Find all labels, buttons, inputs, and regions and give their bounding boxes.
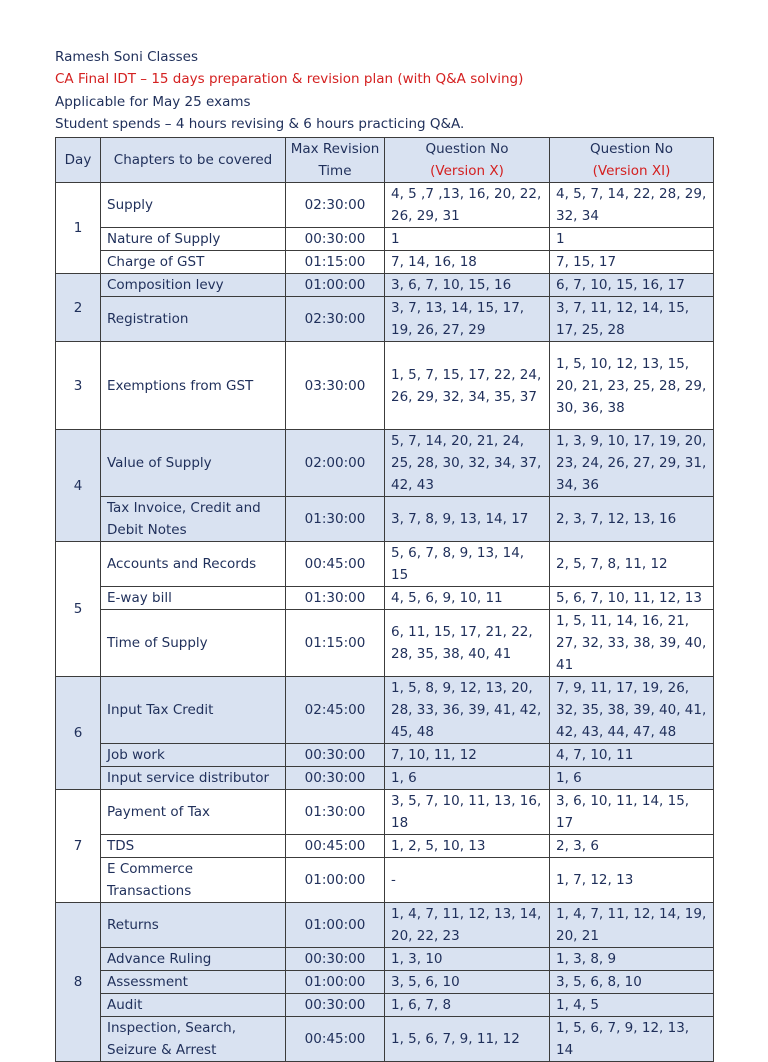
chapter-name: Inspection, Search, Seizure & Arrest xyxy=(101,1017,286,1062)
max-revision-time: 03:30:00 xyxy=(286,342,385,430)
table-row xyxy=(56,971,714,994)
day-number: 4 xyxy=(56,430,101,542)
question-numbers-version-xi: 5, 6, 7, 10, 11, 12, 13 xyxy=(550,587,714,610)
table-row xyxy=(56,744,714,767)
max-revision-time: 00:30:00 xyxy=(286,948,385,971)
table-row xyxy=(56,858,714,903)
table-row xyxy=(56,790,714,835)
max-revision-time: 02:00:00 xyxy=(286,430,385,497)
table-row xyxy=(56,297,714,342)
header-day: Day xyxy=(56,138,101,183)
max-revision-time: 01:00:00 xyxy=(286,971,385,994)
question-numbers-version-xi: 1, 5, 10, 12, 13, 15, 20, 21, 23, 25, 28, 29, 30, 36, 38 xyxy=(550,342,714,430)
table-row xyxy=(56,677,714,744)
max-revision-time: 01:15:00 xyxy=(286,610,385,677)
day-number: 8 xyxy=(56,903,101,1062)
header-question-version-x: Question No (Version X) xyxy=(385,138,550,183)
question-numbers-version-xi: 3, 7, 11, 12, 14, 15, 17, 25, 28 xyxy=(550,297,714,342)
chapter-name: Composition levy xyxy=(101,274,286,297)
table-row xyxy=(56,994,714,1017)
question-numbers-version-xi: 7, 15, 17 xyxy=(550,251,714,274)
table-row xyxy=(56,767,714,790)
day-number: 2 xyxy=(56,274,101,342)
table-row xyxy=(56,542,714,587)
question-numbers-version-xi: 2, 3, 7, 12, 13, 16 xyxy=(550,497,714,542)
chapter-name: Time of Supply xyxy=(101,610,286,677)
table-row xyxy=(56,835,714,858)
question-numbers-version-xi: 1, 6 xyxy=(550,767,714,790)
applicability-note: Applicable for May 25 exams xyxy=(55,93,251,110)
question-numbers-version-x: 7, 10, 11, 12 xyxy=(385,744,550,767)
question-numbers-version-xi: 1, 3, 8, 9 xyxy=(550,948,714,971)
chapter-name: Tax Invoice, Credit and Debit Notes xyxy=(101,497,286,542)
document-header xyxy=(55,46,523,136)
question-numbers-version-x: 1, 5, 8, 9, 12, 13, 20, 28, 33, 36, 39, 41, 42, 45, 48 xyxy=(385,677,550,744)
question-numbers-version-x: 4, 5, 6, 9, 10, 11 xyxy=(385,587,550,610)
table-row xyxy=(56,430,714,497)
chapter-name: Job work xyxy=(101,744,286,767)
max-revision-time: 01:00:00 xyxy=(286,858,385,903)
max-revision-time: 01:30:00 xyxy=(286,587,385,610)
question-numbers-version-xi: 1, 5, 11, 14, 16, 21, 27, 32, 33, 38, 39, 40, 41 xyxy=(550,610,714,677)
table-row xyxy=(56,610,714,677)
chapter-name: Charge of GST xyxy=(101,251,286,274)
question-numbers-version-x: 6, 11, 15, 17, 21, 22, 28, 35, 38, 40, 41 xyxy=(385,610,550,677)
question-numbers-version-x: 5, 7, 14, 20, 21, 24, 25, 28, 30, 32, 34, 37, 42, 43 xyxy=(385,430,550,497)
study-hours-note: Student spends – 4 hours revising & 6 hours practicing Q&A. xyxy=(55,116,465,133)
question-numbers-version-x: 1, 5, 7, 15, 17, 22, 24, 26, 29, 32, 34, 35, 37 xyxy=(385,342,550,430)
chapter-name: TDS xyxy=(101,835,286,858)
header-question-version-xi: Question No (Version XI) xyxy=(550,138,714,183)
chapter-name: Input service distributor xyxy=(101,767,286,790)
day-number: 6 xyxy=(56,677,101,790)
table-row xyxy=(56,228,714,251)
max-revision-time: 01:00:00 xyxy=(286,274,385,297)
question-numbers-version-xi: 3, 6, 10, 11, 14, 15, 17 xyxy=(550,790,714,835)
max-revision-time: 00:30:00 xyxy=(286,994,385,1017)
header-max-revision-time: Max Revision Time xyxy=(286,138,385,183)
question-numbers-version-x: 7, 14, 16, 18 xyxy=(385,251,550,274)
question-numbers-version-x: 3, 6, 7, 10, 15, 16 xyxy=(385,274,550,297)
question-numbers-version-xi: 2, 5, 7, 8, 11, 12 xyxy=(550,542,714,587)
max-revision-time: 01:15:00 xyxy=(286,251,385,274)
max-revision-time: 00:30:00 xyxy=(286,744,385,767)
max-revision-time: 02:30:00 xyxy=(286,297,385,342)
table-header-row xyxy=(56,138,714,183)
table-body xyxy=(56,183,714,1062)
chapter-name: E Commerce Transactions xyxy=(101,858,286,903)
chapter-name: Input Tax Credit xyxy=(101,677,286,744)
chapter-name: Advance Ruling xyxy=(101,948,286,971)
chapter-name: Payment of Tax xyxy=(101,790,286,835)
institute-name: Ramesh Soni Classes xyxy=(55,49,198,65)
question-numbers-version-xi: 1, 3, 9, 10, 17, 19, 20, 23, 24, 26, 27, 29, 31, 34, 36 xyxy=(550,430,714,497)
question-numbers-version-x: 3, 7, 8, 9, 13, 14, 17 xyxy=(385,497,550,542)
chapter-name: Registration xyxy=(101,297,286,342)
table-row xyxy=(56,183,714,228)
day-number: 1 xyxy=(56,183,101,274)
day-number: 7 xyxy=(56,790,101,903)
chapter-name: Value of Supply xyxy=(101,430,286,497)
chapter-name: Audit xyxy=(101,994,286,1017)
question-numbers-version-x: 5, 6, 7, 8, 9, 13, 14, 15 xyxy=(385,542,550,587)
question-numbers-version-xi: 4, 7, 10, 11 xyxy=(550,744,714,767)
question-numbers-version-xi: 1, 5, 6, 7, 9, 12, 13, 14 xyxy=(550,1017,714,1062)
chapter-name: Returns xyxy=(101,903,286,948)
chapter-name: Exemptions from GST xyxy=(101,342,286,430)
question-numbers-version-x: 1 xyxy=(385,228,550,251)
question-numbers-version-x: 1, 6 xyxy=(385,767,550,790)
question-numbers-version-xi: 3, 5, 6, 8, 10 xyxy=(550,971,714,994)
chapter-name: Assessment xyxy=(101,971,286,994)
chapter-name: Supply xyxy=(101,183,286,228)
table-row xyxy=(56,1017,714,1062)
question-numbers-version-x: 3, 5, 7, 10, 11, 13, 16, 18 xyxy=(385,790,550,835)
question-numbers-version-xi: 1 xyxy=(550,228,714,251)
question-numbers-version-xi: 7, 9, 11, 17, 19, 26, 32, 35, 38, 39, 40, 41, 42, 43, 44, 47, 48 xyxy=(550,677,714,744)
question-numbers-version-x: 1, 4, 7, 11, 12, 13, 14, 20, 22, 23 xyxy=(385,903,550,948)
header-chapters: Chapters to be covered xyxy=(101,138,286,183)
day-number: 5 xyxy=(56,542,101,677)
question-numbers-version-x: 1, 3, 10 xyxy=(385,948,550,971)
table-row xyxy=(56,342,714,430)
max-revision-time: 00:45:00 xyxy=(286,835,385,858)
max-revision-time: 01:30:00 xyxy=(286,497,385,542)
question-numbers-version-x: 3, 7, 13, 14, 15, 17, 19, 26, 27, 29 xyxy=(385,297,550,342)
question-numbers-version-xi: 6, 7, 10, 15, 16, 17 xyxy=(550,274,714,297)
question-numbers-version-x: 3, 5, 6, 10 xyxy=(385,971,550,994)
max-revision-time: 02:30:00 xyxy=(286,183,385,228)
max-revision-time: 02:45:00 xyxy=(286,677,385,744)
question-numbers-version-x: 1, 2, 5, 10, 13 xyxy=(385,835,550,858)
table-row xyxy=(56,497,714,542)
question-numbers-version-xi: 2, 3, 6 xyxy=(550,835,714,858)
table-row xyxy=(56,274,714,297)
max-revision-time: 01:30:00 xyxy=(286,790,385,835)
question-numbers-version-xi: 1, 4, 5 xyxy=(550,994,714,1017)
chapter-name: Accounts and Records xyxy=(101,542,286,587)
max-revision-time: 00:45:00 xyxy=(286,542,385,587)
table-row xyxy=(56,903,714,948)
max-revision-time: 00:30:00 xyxy=(286,767,385,790)
question-numbers-version-xi: 4, 5, 7, 14, 22, 28, 29, 32, 34 xyxy=(550,183,714,228)
question-numbers-version-x: 4, 5 ,7 ,13, 16, 20, 22, 26, 29, 31 xyxy=(385,183,550,228)
day-number: 3 xyxy=(56,342,101,430)
question-numbers-version-x: 1, 6, 7, 8 xyxy=(385,994,550,1017)
chapter-name: Nature of Supply xyxy=(101,228,286,251)
table-row xyxy=(56,251,714,274)
question-numbers-version-x: 1, 5, 6, 7, 9, 11, 12 xyxy=(385,1017,550,1062)
max-revision-time: 00:30:00 xyxy=(286,228,385,251)
chapter-name: E-way bill xyxy=(101,587,286,610)
max-revision-time: 01:00:00 xyxy=(286,903,385,948)
question-numbers-version-xi: 1, 7, 12, 13 xyxy=(550,858,714,903)
revision-plan-table xyxy=(55,137,714,1062)
table-row xyxy=(56,948,714,971)
max-revision-time: 00:45:00 xyxy=(286,1017,385,1062)
table-row xyxy=(56,587,714,610)
question-numbers-version-xi: 1, 4, 7, 11, 12, 14, 19, 20, 21 xyxy=(550,903,714,948)
plan-title: CA Final IDT – 15 days preparation & revision plan (with Q&A solving) xyxy=(55,71,524,88)
question-numbers-version-x: - xyxy=(385,858,550,903)
